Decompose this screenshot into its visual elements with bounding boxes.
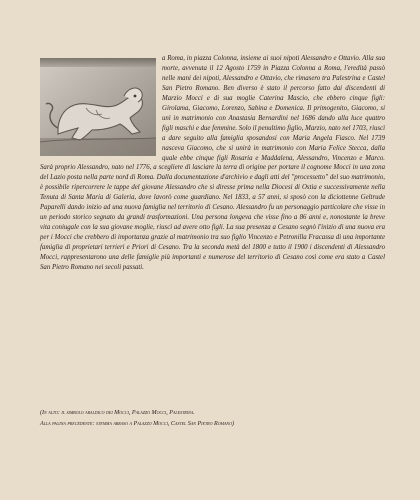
- caption-line-1: (In alto: il simbolo araldico dei Mocci, Palazzo Mocci, Palestrina.: [40, 410, 195, 416]
- image-caption: [40, 408, 385, 429]
- body-paragraph: a Roma, in piazza Colonna, insieme ai suoi nipoti Alessandro e Ottavio. Alla sua morte, avvenuta il 12 Agosto 1759 in Piazza Colonna a Roma, l'eredità passò nelle mani dei nipoti, Alessandro e Ottavio, che rimasero tra Palestrina e Castel San Pietro Romano. Ben diverso è stato il percorso fatto dai discendenti di Marzio Mocci e di sua moglie Caterina Mascio, che ebbero cinque figli: Girolama, Giacomo, Lorenzo, Sabina e Domenica. Il primogenito, Giacomo, si unì in matrimonio con Anastasia Bernardini nel 1686 dando alla luce quattro figli maschi e due femmine. Solo il penultimo figlio, Marzio, nato nel 1703, riuscì a dare seguito alla famiglia sposandosi con Maria Angela Fiasco. Nel 1739 nasceva Giacomo, che si unirà in matrimonio con Maria Felice Stecca, dalla quale ebbe cinque figli Rosaria e Maddalena, Alessandro, Vincenzo e Marco. Sarà proprio Alessandro, nato nel 1776, a scegliere di lasciare la terra di origine per portare il cognome Mocci in una zona del Lazio posta nella parte nord di Roma. Dalla documentazione d'archivio e dagli atti del "processetto" del suo matrimonio, è possibile ripercorrere le tappe del giovane Alessandro che si diresse prima nella Diocesi di Ostia e successivamente nella Tenuta di Santa Maria di Galeria, dove lavorò come guardiano. Nel 1833, a 57 anni, si sposò con la diciottenne Geltrude Paparelli dando inizio ad una nuova famiglia nel territorio di Cesano. Alessandro fu un personaggio particolare che visse in un periodo storico segnato da grandi trasformazioni. Una persona longeva che visse fino a 86 anni e, nonostante la breve vita coniugale con la sua giovane moglie, riuscì ad avere otto figli. La sua presenza a Cesano segnò l'inizio di una nuova era per i Mocci che crebbero di importanza grazie al matrimonio tra suo figlio Vincenzo e Petronilla Fracassa di una importante famiglia di proprietari terrieri e Priori di Cesano. Tra la seconda metà del 1800 e tutto il 1900 i discendenti di Alessandro Mocci, rappresentarono una delle famiglie più importanti e numerose del territorio di Cesano così come era stato a Castel San Pietro Romano nei secoli passati.: [40, 55, 385, 272]
- caption-line-2: Alla pagina precedente: stemma abraso a Palazzo Mocci, Castel San Pietro Romano): [40, 420, 235, 427]
- main-text: [40, 54, 385, 273]
- image-spacer: [40, 54, 162, 162]
